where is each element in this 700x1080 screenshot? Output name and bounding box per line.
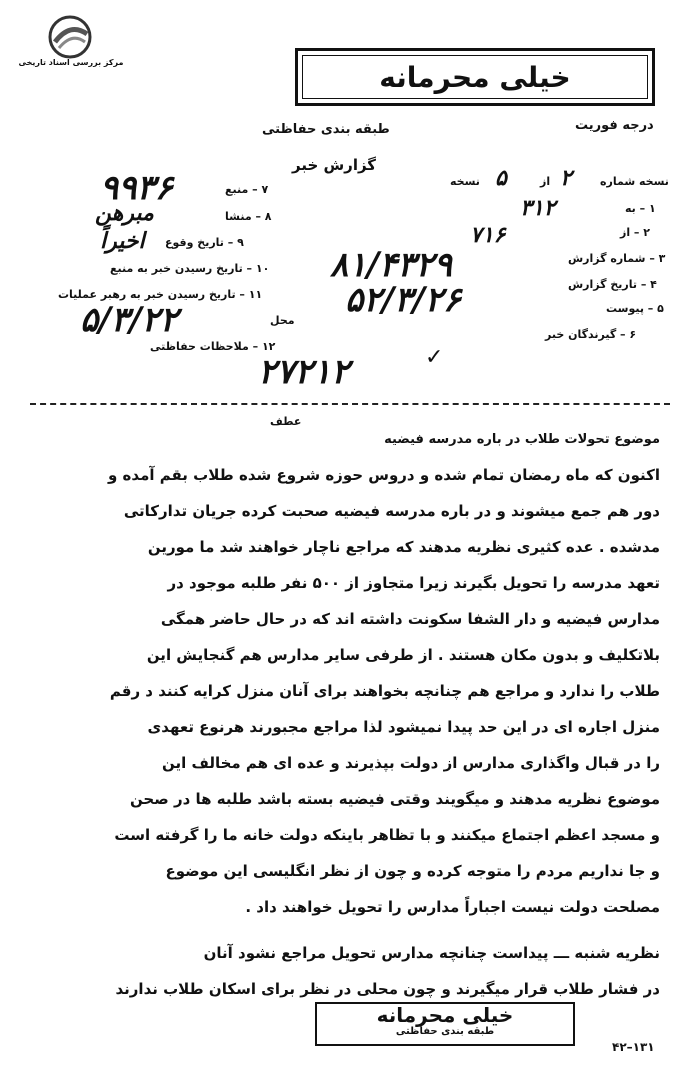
copy-suffix-label: نسخه — [450, 175, 480, 188]
handwritten-source: ۹۹۳۶ — [100, 168, 174, 208]
class-label: طبقه بندی حفاظتی — [262, 122, 390, 137]
check-mark-icon: ✓ — [425, 345, 444, 370]
body-line: مدشده . عده کثیری نظریه مدهند که مراجع ناچار خواهند شد ما مورین — [147, 538, 660, 556]
handwritten-date-received: ۵/۳/۲۲ — [80, 300, 178, 340]
form-item-attachment: ۵ – پیوست — [606, 302, 664, 315]
body-line: و مسجد اعظم اجتماع میکنند و با تظاهر باینکه دولت خانه ما را گرفته است — [114, 826, 660, 844]
body-line: و جا نداریم مردم را متوجه کرده و چون از نظر انگلیسی این موضوع — [165, 862, 660, 880]
subject-text: تحولات طلاب در باره مدرسه فیضیه — [384, 432, 610, 447]
body-line: تعهد مدرسه را تحویل بگیرند زیرا متجاوز از ۵۰۰ نفر طلبه موجود در — [167, 574, 660, 592]
bottom-stamp-caption: طبقه بندی حفاظتی — [395, 1026, 495, 1037]
report-title: گزارش خبر — [292, 156, 377, 174]
body-line: طلاب را ندارد و مراجع هم چنانچه بخواهند برای آنان منزل کرایه کنند د رقم — [109, 682, 660, 700]
body-line: مصلحت دولت نیست اجباراً مدارس را تحویل خواهند داد . — [245, 898, 660, 916]
archive-logo-icon — [45, 14, 95, 60]
reference-label: عطف — [270, 415, 302, 428]
classification-stamp — [295, 48, 655, 106]
handwritten-from: ۷۱۶ — [470, 222, 506, 248]
form-item-date-received-op: ۱۱ – تاریخ رسیدن خبر به رهبر عملیات — [58, 288, 263, 301]
archive-caption: مرکز بررسی اسناد تاریخی — [18, 58, 124, 67]
handwritten-report-no: ۸۱/۴۳۲۹ — [330, 245, 452, 285]
body-line: موضوع نظریه مدهند و میگویند وقتی فیضیه بسته باشد طلبه ها در صحن — [129, 790, 660, 808]
section-divider — [30, 403, 670, 405]
copy-total-value: ۵ — [495, 165, 507, 191]
copy-of-label: از — [540, 175, 551, 188]
copy-number-label: نسخه شماره — [600, 175, 669, 188]
document-code: ۴۲–۱۳۱ — [612, 1040, 655, 1054]
body-line: منزل اجاره ای در این حد پیدا نمیشود لذا مراجع مجبورند هرنوع تعهدی — [147, 718, 660, 736]
handwritten-date-occurred: اخیراً — [100, 228, 145, 254]
form-item-source: ۷ – منبع — [225, 183, 269, 196]
handwritten-report-date: ۵۲/۳/۲۶ — [345, 280, 462, 320]
form-item-origin: ۸ – منشا — [225, 210, 272, 223]
handwritten-origin: مبرهن — [95, 200, 154, 226]
subject-line — [384, 432, 660, 447]
body-line: دور هم جمع میشوند و در باره مدرسه فیضیه صحبت کرده جریان تدارکاتی — [123, 502, 660, 520]
bottom-classification-stamp — [315, 1002, 575, 1046]
form-item-date-received-source: ۱۰ – تاریخ رسیدن خبر به منبع — [110, 262, 270, 275]
form-item-date-occurred: ۹ – تاریخ وقوع — [165, 236, 244, 249]
body-line: در فشار طلاب قرار میگیرند و چون محلی در نظر برای اسکان طلاب ندارند — [115, 980, 660, 998]
urgency-label: درجه فوریت — [575, 118, 654, 133]
form-item-security-notes: ۱۲ – ملاحظات حفاظتی — [150, 340, 276, 353]
form-item-recipients: ۶ – گیرندگان خبر — [545, 328, 637, 341]
form-item-place: محل — [270, 314, 295, 327]
classification-text: خیلی محرمانه — [379, 60, 571, 94]
subject-label: موضوع — [614, 432, 660, 447]
body-line: مدارس فیضیه و دار الشفا سکونت داشته اند که در حال حاضر همگی — [160, 610, 660, 628]
bottom-stamp-text: خیلی محرمانه — [376, 1003, 514, 1027]
body-line: اکنون که ماه رمضان تمام شده و دروس حوزه شروع شده طلاب بقم آمده و — [108, 466, 660, 484]
handwritten-bottom-number: ۲۷۲۱۲ — [258, 352, 350, 392]
form-item-report-no: ۳ – شماره گزارش — [568, 252, 666, 265]
body-line: نظریه شنبه ـــ پیداست چنانچه مدارس تحویل مراجع نشود آنان — [203, 944, 660, 962]
form-item-report-date: ۴ – تاریخ گزارش — [568, 278, 657, 291]
copy-number-value: ۲ — [560, 165, 572, 191]
form-item-from: ۲ – از — [620, 226, 650, 239]
body-line: را در قبال واگذاری مدارس از دولت بپذیرند و عده ای هم مخالف این — [161, 754, 660, 772]
handwritten-to: ۳۱۲ — [520, 195, 556, 221]
form-item-to: ۱ – به — [625, 202, 656, 215]
body-line: بلاتکلیف و بدون مکان هستند . از طرفی سایر مدارس هم گنجایش این — [146, 646, 660, 664]
